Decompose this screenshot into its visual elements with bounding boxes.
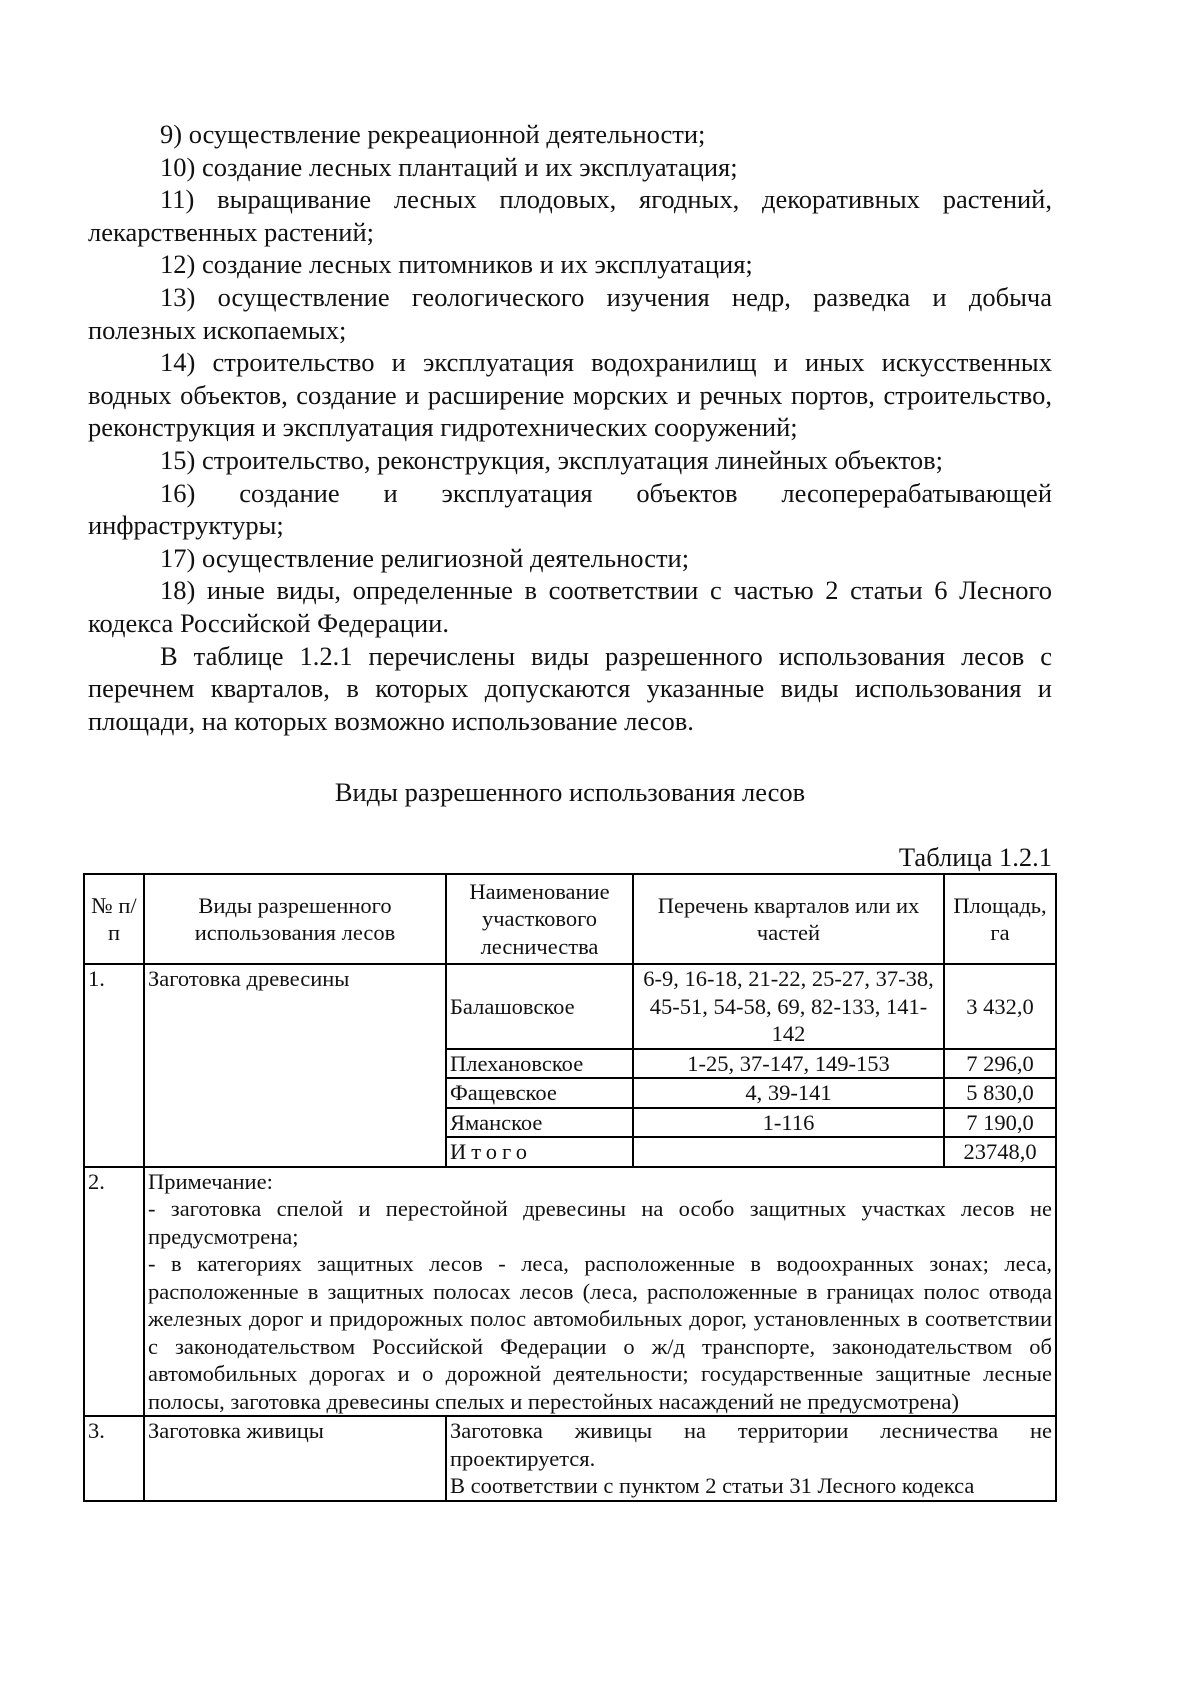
quarters-list: 1-116 [633,1108,944,1138]
paragraph-item-17: 17) осуществление религиозной деятельности; [160,542,690,573]
table-row-note [84,1167,1056,1417]
description-line: В соответствии с пунктом 2 статьи 31 Лесного кодекса [450,1473,975,1498]
note-cell [144,1167,1056,1417]
forest-use-table [83,873,1057,1502]
area-value: 7 190,0 [944,1108,1056,1138]
header-type: Виды разрешенного использования лесов [144,874,446,964]
header-area: Площадь, га [944,874,1056,964]
paragraph-item-16: 16) создание и эксплуатация объектов лесоперерабатывающей инфраструктуры; [88,477,1052,541]
table-caption: Таблица 1.2.1 [898,842,1052,872]
paragraph-item-11: 11) выращивание лесных плодовых, ягодных, декоративных растений, лекарственных растений; [88,184,1052,247]
total-area: 23748,0 [944,1137,1056,1167]
note-line: - заготовка спелой и перестойной древесины на особо защитных участках лесов не предусмотрена; [148,1196,1052,1249]
table-title: Виды разрешенного использования лесов [334,777,806,807]
table-row [84,964,1056,1049]
row-type: Заготовка живицы [144,1416,446,1501]
row-num: 3. [84,1416,144,1501]
row-num: 2. [84,1167,144,1417]
header-num: № п/п [84,874,144,964]
forestry-name: Фащевское [446,1078,633,1108]
header-forestry: Наименование участкового лесничества [446,874,633,964]
forestry-name: Балашовское [446,964,633,1049]
row-description [446,1416,1056,1501]
table-intro-paragraph: В таблице 1.2.1 перечислены виды разрешенного использования лесов с перечнем кварталов, в которых допускаются указанные виды использования и площади, на которых возможно использование лесов. [88,640,1052,736]
area-value: 5 830,0 [944,1078,1056,1108]
forestry-name: Яманское [446,1108,633,1138]
paragraph-item-10: 10) создание лесных плантаций и их эксплуатация; [160,151,738,182]
total-quarters-empty [633,1137,944,1167]
quarters-list: 1-25, 37-147, 149-153 [633,1049,944,1079]
paragraph-item-9: 9) осуществление рекреационной деятельности; [160,119,706,149]
paragraph-item-18: 18) иные виды, определенные в соответствии с частью 2 статьи 6 Лесного кодекса Российской Федерации. [88,575,1052,638]
area-value: 7 296,0 [944,1049,1056,1079]
note-line: - в категориях защитных лесов - леса, расположенные в водоохранных зонах; леса, расположенные в защитных полосах лесов (леса, расположенные в границах полос отвода железных дорог и придорожных полос автомобильных дорог, установленных в соответствии с законодательством Российской Федерации о ж/д транспорте, законодательством об автомобильных дорогах и о дорожной деятельности; государственные защитные лесные полосы, заготовка древесины спелых и перестойных насаждений не предусмотрена) [148,1251,1052,1414]
note-title: Примечание: [148,1168,273,1194]
header-quarters: Перечень кварталов или их частей [633,874,944,964]
body-text [88,118,1052,737]
paragraph-item-12: 12) создание лесных питомников и их эксплуатация; [160,249,753,280]
total-label: Итого [446,1137,633,1167]
area-value: 3 432,0 [944,964,1056,1049]
paragraph-item-15: 15) строительство, реконструкция, эксплуатация линейных объектов; [160,444,943,475]
row-num: 1. [84,964,144,1167]
table-row [84,1416,1056,1501]
row-type: Заготовка древесины [144,964,446,1167]
paragraph-item-14: 14) строительство и эксплуатация водохранилищ и иных искусственных водных объектов, создание и расширение морских и речных портов, строительство, реконструкция и эксплуатация гидротехнических сооружений; [88,347,1052,443]
description-line: Заготовка живицы на территории лесничества не проектируется. [450,1418,1052,1471]
quarters-list: 4, 39-141 [633,1078,944,1108]
table-header-row [84,874,1056,964]
forestry-name: Плехановское [446,1049,633,1079]
paragraph-item-13: 13) осуществление геологического изучения недр, разведка и добыча полезных ископаемых; [88,281,1052,345]
quarters-list: 6-9, 16-18, 21-22, 25-27, 37-38, 45-51, 54-58, 69, 82-133, 141-142 [633,964,944,1049]
